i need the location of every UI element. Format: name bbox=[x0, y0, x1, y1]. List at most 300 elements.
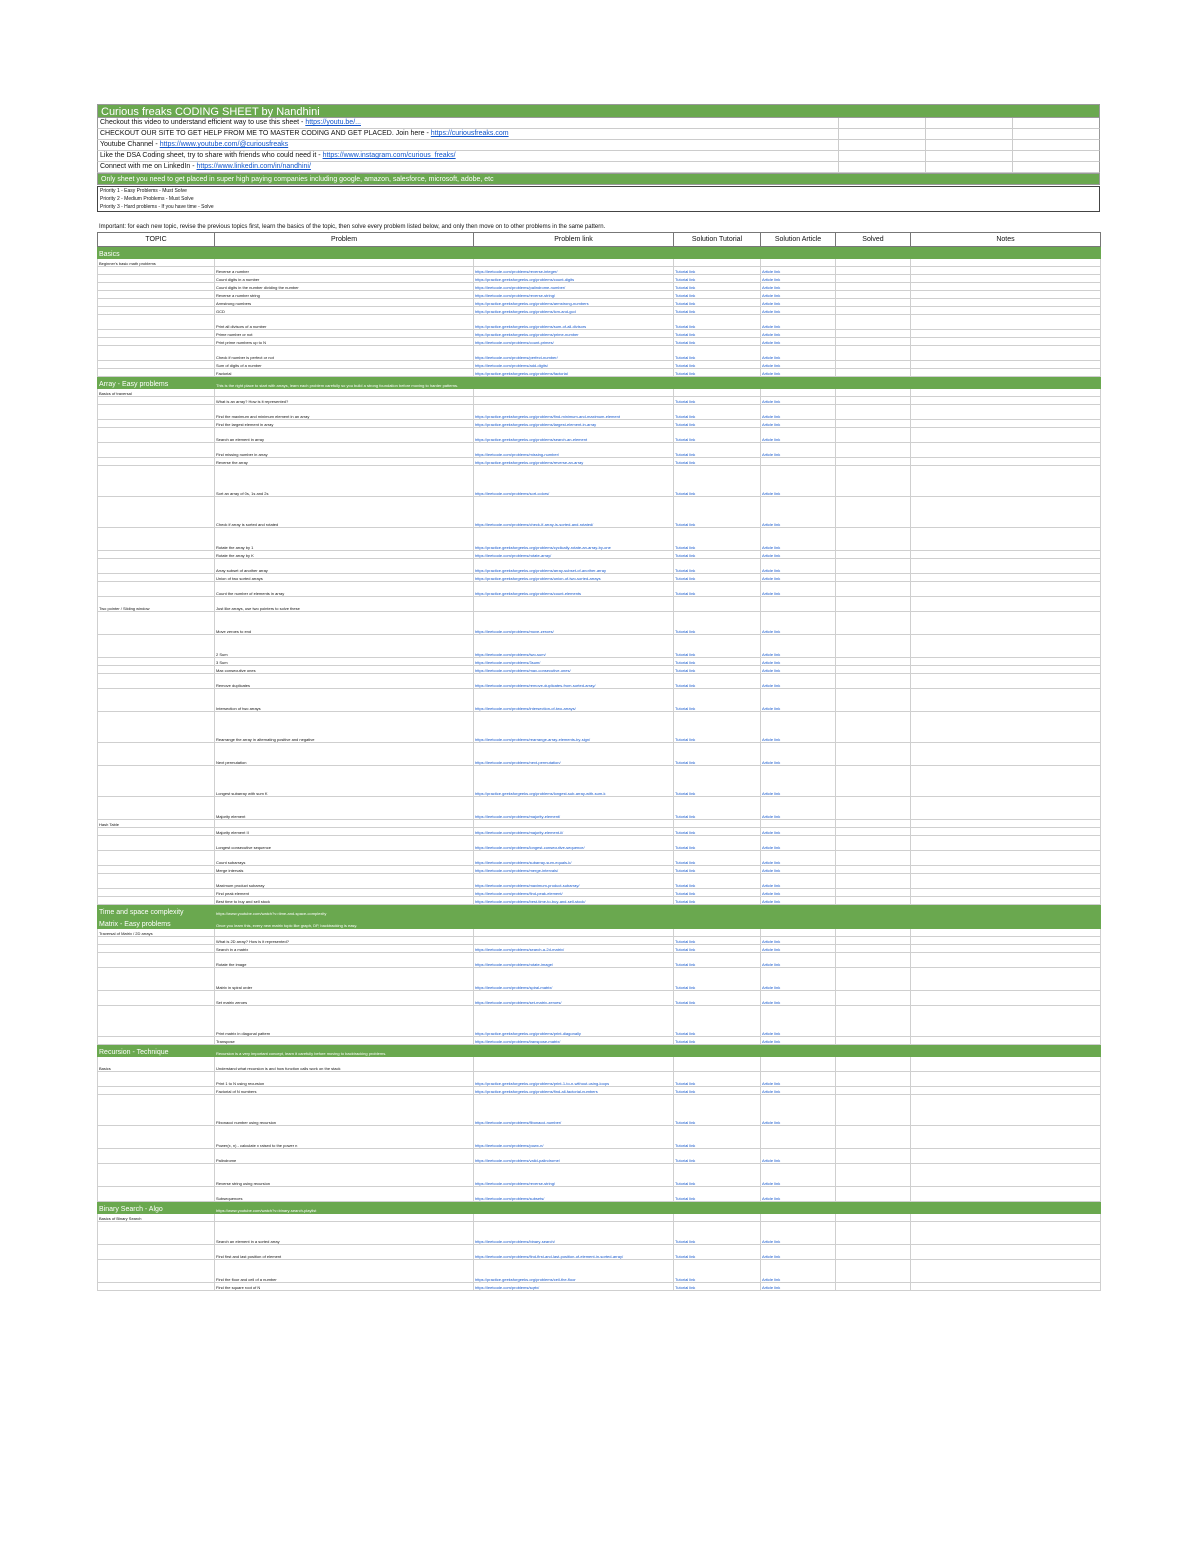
solution-tutorial-link[interactable]: Tutorial link bbox=[674, 866, 761, 874]
solution-tutorial-link[interactable]: Tutorial link bbox=[674, 1095, 761, 1126]
notes-cell[interactable] bbox=[911, 259, 1101, 267]
solution-tutorial-link[interactable]: Tutorial link bbox=[674, 466, 761, 497]
solution-article-link[interactable]: Article link bbox=[761, 1283, 836, 1291]
solved-cell[interactable] bbox=[836, 945, 911, 953]
solution-article-link[interactable]: Article link bbox=[761, 1245, 836, 1260]
solution-article-link[interactable]: Article link bbox=[761, 428, 836, 443]
problem-link[interactable]: https://leetcode.com/problems/rotate-array/ bbox=[474, 551, 674, 559]
solution-tutorial-link[interactable]: Tutorial link bbox=[674, 897, 761, 905]
solution-article-link[interactable]: Article link bbox=[761, 299, 836, 307]
solved-cell[interactable] bbox=[836, 361, 911, 369]
solution-article-link[interactable]: Article link bbox=[761, 1006, 836, 1037]
solved-cell[interactable] bbox=[836, 466, 911, 497]
solution-tutorial-link[interactable]: Tutorial link bbox=[674, 889, 761, 897]
solved-cell[interactable] bbox=[836, 1222, 911, 1245]
solution-tutorial-link[interactable]: Tutorial link bbox=[674, 528, 761, 551]
notes-cell[interactable] bbox=[911, 559, 1101, 574]
solution-tutorial-link[interactable]: Tutorial link bbox=[674, 689, 761, 712]
solved-cell[interactable] bbox=[836, 1006, 911, 1037]
problem-link[interactable]: https://leetcode.com/problems/missing-number/ bbox=[474, 443, 674, 458]
solution-tutorial-link[interactable]: Tutorial link bbox=[674, 743, 761, 766]
solved-cell[interactable] bbox=[836, 1149, 911, 1164]
notes-cell[interactable] bbox=[911, 1214, 1101, 1222]
notes-cell[interactable] bbox=[911, 1283, 1101, 1291]
problem-link[interactable]: https://leetcode.com/problems/best-time-to-buy-and-sell-stock/ bbox=[474, 897, 674, 905]
notes-cell[interactable] bbox=[911, 1095, 1101, 1126]
notes-cell[interactable] bbox=[911, 267, 1101, 275]
solved-cell[interactable] bbox=[836, 528, 911, 551]
notes-cell[interactable] bbox=[911, 612, 1101, 635]
solved-cell[interactable] bbox=[836, 1260, 911, 1283]
solution-tutorial-link[interactable]: Tutorial link bbox=[674, 420, 761, 428]
notes-cell[interactable] bbox=[911, 597, 1101, 612]
problem-link[interactable]: https://leetcode.com/problems/intersection-of-two-arrays/ bbox=[474, 689, 674, 712]
info-line-link[interactable]: https://curiousfreaks.com bbox=[430, 130, 509, 137]
solved-cell[interactable] bbox=[836, 291, 911, 299]
problem-link[interactable]: https://leetcode.com/problems/rearrange-array-elements-by-sign/ bbox=[474, 712, 674, 743]
problem-link[interactable]: https://leetcode.com/problems/subarray-sum-equals-k/ bbox=[474, 851, 674, 866]
solved-cell[interactable] bbox=[836, 1187, 911, 1202]
problem-link[interactable]: https://practice.geeksforgeeks.org/problems/count-elements bbox=[474, 582, 674, 597]
problem-link[interactable]: https://leetcode.com/problems/valid-palindrome/ bbox=[474, 1149, 674, 1164]
notes-cell[interactable] bbox=[911, 666, 1101, 674]
solution-tutorial-link[interactable]: Tutorial link bbox=[674, 666, 761, 674]
solved-cell[interactable] bbox=[836, 389, 911, 397]
problem-link[interactable]: https://leetcode.com/problems/reverse-string/ bbox=[474, 291, 674, 299]
solution-tutorial-link[interactable]: Tutorial link bbox=[674, 283, 761, 291]
solved-cell[interactable] bbox=[836, 1087, 911, 1095]
problem-link[interactable]: https://leetcode.com/problems/3sum/ bbox=[474, 658, 674, 666]
solution-tutorial-link[interactable]: Tutorial link bbox=[674, 346, 761, 361]
solution-tutorial-link[interactable]: Tutorial link bbox=[674, 797, 761, 820]
notes-cell[interactable] bbox=[911, 443, 1101, 458]
solution-tutorial-link[interactable]: Tutorial link bbox=[674, 338, 761, 346]
solved-cell[interactable] bbox=[836, 259, 911, 267]
solution-article-link[interactable]: Article link bbox=[761, 291, 836, 299]
problem-link[interactable]: https://leetcode.com/problems/move-zeroes/ bbox=[474, 612, 674, 635]
solution-tutorial-link[interactable]: Tutorial link bbox=[674, 428, 761, 443]
solved-cell[interactable] bbox=[836, 712, 911, 743]
solved-cell[interactable] bbox=[836, 315, 911, 330]
solution-tutorial-link[interactable]: Tutorial link bbox=[674, 330, 761, 338]
solved-cell[interactable] bbox=[836, 420, 911, 428]
solution-tutorial-link[interactable]: Tutorial link bbox=[674, 1245, 761, 1260]
solution-tutorial-link[interactable]: Tutorial link bbox=[674, 1283, 761, 1291]
solved-cell[interactable] bbox=[836, 820, 911, 828]
solved-cell[interactable] bbox=[836, 674, 911, 689]
notes-cell[interactable] bbox=[911, 330, 1101, 338]
notes-cell[interactable] bbox=[911, 291, 1101, 299]
solution-tutorial-link[interactable]: Tutorial link bbox=[674, 1187, 761, 1202]
notes-cell[interactable] bbox=[911, 712, 1101, 743]
notes-cell[interactable] bbox=[911, 1126, 1101, 1149]
solution-tutorial-link[interactable]: Tutorial link bbox=[674, 953, 761, 968]
problem-link[interactable]: https://leetcode.com/problems/palindrome-number/ bbox=[474, 283, 674, 291]
problem-link[interactable]: https://leetcode.com/problems/remove-duplicates-from-sorted-array/ bbox=[474, 674, 674, 689]
solved-cell[interactable] bbox=[836, 797, 911, 820]
solution-tutorial-link[interactable]: Tutorial link bbox=[674, 1260, 761, 1283]
solution-article-link[interactable]: Article link bbox=[761, 953, 836, 968]
solution-tutorial-link[interactable]: Tutorial link bbox=[674, 1037, 761, 1045]
problem-link[interactable]: https://leetcode.com/problems/maximum-product-subarray/ bbox=[474, 874, 674, 889]
solution-tutorial-link[interactable]: Tutorial link bbox=[674, 991, 761, 1006]
solved-cell[interactable] bbox=[836, 283, 911, 291]
problem-link[interactable]: https://leetcode.com/problems/sort-colors/ bbox=[474, 466, 674, 497]
solution-tutorial-link[interactable]: Tutorial link bbox=[674, 851, 761, 866]
solved-cell[interactable] bbox=[836, 968, 911, 991]
solution-article-link[interactable]: Article link bbox=[761, 405, 836, 420]
solution-article-link[interactable]: Article link bbox=[761, 528, 836, 551]
notes-cell[interactable] bbox=[911, 1245, 1101, 1260]
problem-link[interactable]: https://leetcode.com/problems/add-digits/ bbox=[474, 361, 674, 369]
solved-cell[interactable] bbox=[836, 953, 911, 968]
notes-cell[interactable] bbox=[911, 389, 1101, 397]
solved-cell[interactable] bbox=[836, 346, 911, 361]
problem-link[interactable]: https://practice.geeksforgeeks.org/problems/sum-of-all-divisors bbox=[474, 315, 674, 330]
notes-cell[interactable] bbox=[911, 346, 1101, 361]
notes-cell[interactable] bbox=[911, 820, 1101, 828]
solution-article-link[interactable]: Article link bbox=[761, 338, 836, 346]
problem-link[interactable]: https://practice.geeksforgeeks.org/problems/print-diagonally bbox=[474, 1006, 674, 1037]
solved-cell[interactable] bbox=[836, 658, 911, 666]
solved-cell[interactable] bbox=[836, 1095, 911, 1126]
solved-cell[interactable] bbox=[836, 267, 911, 275]
notes-cell[interactable] bbox=[911, 1149, 1101, 1164]
solution-tutorial-link[interactable]: Tutorial link bbox=[674, 766, 761, 797]
solution-tutorial-link[interactable]: Tutorial link bbox=[674, 612, 761, 635]
notes-cell[interactable] bbox=[911, 945, 1101, 953]
solution-article-link[interactable]: Article link bbox=[761, 689, 836, 712]
notes-cell[interactable] bbox=[911, 953, 1101, 968]
solution-tutorial-link[interactable]: Tutorial link bbox=[674, 712, 761, 743]
solution-article-link[interactable]: Article link bbox=[761, 712, 836, 743]
problem-link[interactable]: https://leetcode.com/problems/next-permutation/ bbox=[474, 743, 674, 766]
solution-article-link[interactable]: Article link bbox=[761, 361, 836, 369]
notes-cell[interactable] bbox=[911, 582, 1101, 597]
solution-article-link[interactable]: Article link bbox=[761, 674, 836, 689]
solved-cell[interactable] bbox=[836, 1126, 911, 1149]
solution-tutorial-link[interactable]: Tutorial link bbox=[674, 1126, 761, 1149]
solution-tutorial-link[interactable]: Tutorial link bbox=[674, 945, 761, 953]
problem-link[interactable]: https://leetcode.com/problems/perfect-number/ bbox=[474, 346, 674, 361]
problem-link[interactable]: https://leetcode.com/problems/search-a-2d-matrix/ bbox=[474, 945, 674, 953]
solved-cell[interactable] bbox=[836, 443, 911, 458]
solution-tutorial-link[interactable]: Tutorial link bbox=[674, 559, 761, 574]
notes-cell[interactable] bbox=[911, 275, 1101, 283]
solution-article-link[interactable]: Article link bbox=[761, 968, 836, 991]
problem-link[interactable]: https://leetcode.com/problems/rotate-image/ bbox=[474, 953, 674, 968]
notes-cell[interactable] bbox=[911, 458, 1101, 466]
solution-tutorial-link[interactable]: Tutorial link bbox=[674, 1087, 761, 1095]
problem-link[interactable]: https://leetcode.com/problems/majority-element-ii/ bbox=[474, 828, 674, 836]
notes-cell[interactable] bbox=[911, 1037, 1101, 1045]
solved-cell[interactable] bbox=[836, 836, 911, 851]
notes-cell[interactable] bbox=[911, 428, 1101, 443]
solved-cell[interactable] bbox=[836, 330, 911, 338]
solved-cell[interactable] bbox=[836, 851, 911, 866]
solved-cell[interactable] bbox=[836, 369, 911, 377]
solution-tutorial-link[interactable]: Tutorial link bbox=[674, 674, 761, 689]
notes-cell[interactable] bbox=[911, 836, 1101, 851]
solved-cell[interactable] bbox=[836, 1214, 911, 1222]
solved-cell[interactable] bbox=[836, 497, 911, 528]
solution-tutorial-link[interactable]: Tutorial link bbox=[674, 443, 761, 458]
problem-link[interactable]: https://leetcode.com/problems/binary-search/ bbox=[474, 1222, 674, 1245]
solution-article-link[interactable]: Article link bbox=[761, 766, 836, 797]
solved-cell[interactable] bbox=[836, 1037, 911, 1045]
solved-cell[interactable] bbox=[836, 299, 911, 307]
notes-cell[interactable] bbox=[911, 307, 1101, 315]
solution-article-link[interactable]: Article link bbox=[761, 1164, 836, 1187]
notes-cell[interactable] bbox=[911, 1087, 1101, 1095]
solved-cell[interactable] bbox=[836, 866, 911, 874]
notes-cell[interactable] bbox=[911, 574, 1101, 582]
solution-article-link[interactable]: Article link bbox=[761, 397, 836, 405]
solution-tutorial-link[interactable]: Tutorial link bbox=[674, 874, 761, 889]
solution-tutorial-link[interactable]: Tutorial link bbox=[674, 405, 761, 420]
solution-article-link[interactable]: Article link bbox=[761, 874, 836, 889]
solved-cell[interactable] bbox=[836, 828, 911, 836]
problem-link[interactable]: https://leetcode.com/problems/sqrtx/ bbox=[474, 1283, 674, 1291]
problem-link[interactable]: https://leetcode.com/problems/longest-consecutive-sequence/ bbox=[474, 836, 674, 851]
solution-article-link[interactable]: Article link bbox=[761, 574, 836, 582]
notes-cell[interactable] bbox=[911, 689, 1101, 712]
solution-article-link[interactable]: Article link bbox=[761, 612, 836, 635]
info-line-link[interactable]: https://www.instagram.com/curious_freaks/ bbox=[322, 152, 456, 159]
problem-link[interactable]: https://practice.geeksforgeeks.org/problems/find-minimum-and-maximum-element bbox=[474, 405, 674, 420]
problem-link[interactable]: https://leetcode.com/problems/check-if-array-is-sorted-and-rotated/ bbox=[474, 497, 674, 528]
solution-article-link[interactable]: Article link bbox=[761, 851, 836, 866]
solution-article-link[interactable]: Article link bbox=[761, 828, 836, 836]
problem-link[interactable]: https://leetcode.com/problems/find-peak-element/ bbox=[474, 889, 674, 897]
solution-article-link[interactable]: Article link bbox=[761, 283, 836, 291]
solution-tutorial-link[interactable]: Tutorial link bbox=[674, 582, 761, 597]
solved-cell[interactable] bbox=[836, 991, 911, 1006]
problem-link[interactable]: https://practice.geeksforgeeks.org/problems/count-digits bbox=[474, 275, 674, 283]
solution-article-link[interactable]: Article link bbox=[761, 1087, 836, 1095]
solved-cell[interactable] bbox=[836, 597, 911, 612]
solution-tutorial-link[interactable]: Tutorial link bbox=[674, 828, 761, 836]
problem-link[interactable]: https://practice.geeksforgeeks.org/problems/search-an-element bbox=[474, 428, 674, 443]
solved-cell[interactable] bbox=[836, 307, 911, 315]
info-line-link[interactable]: https://www.linkedin.com/in/nandhini/ bbox=[196, 163, 311, 170]
solution-article-link[interactable]: Article link bbox=[761, 1149, 836, 1164]
solution-article-link[interactable]: Article link bbox=[761, 307, 836, 315]
solution-tutorial-link[interactable]: Tutorial link bbox=[674, 397, 761, 405]
solution-article-link[interactable]: Article link bbox=[761, 1260, 836, 1283]
notes-cell[interactable] bbox=[911, 866, 1101, 874]
problem-link[interactable]: https://leetcode.com/problems/merge-intervals/ bbox=[474, 866, 674, 874]
solution-article-link[interactable]: Article link bbox=[761, 945, 836, 953]
problem-link[interactable]: https://practice.geeksforgeeks.org/problems/factorial bbox=[474, 369, 674, 377]
solution-article-link[interactable]: Article link bbox=[761, 897, 836, 905]
solution-article-link[interactable]: Article link bbox=[761, 666, 836, 674]
problem-link[interactable]: https://leetcode.com/problems/majority-element/ bbox=[474, 797, 674, 820]
solution-tutorial-link[interactable]: Tutorial link bbox=[674, 1222, 761, 1245]
notes-cell[interactable] bbox=[911, 658, 1101, 666]
solution-article-link[interactable]: Article link bbox=[761, 1037, 836, 1045]
solved-cell[interactable] bbox=[836, 458, 911, 466]
solution-article-link[interactable]: Article link bbox=[761, 559, 836, 574]
notes-cell[interactable] bbox=[911, 405, 1101, 420]
notes-cell[interactable] bbox=[911, 369, 1101, 377]
solved-cell[interactable] bbox=[836, 428, 911, 443]
notes-cell[interactable] bbox=[911, 299, 1101, 307]
problem-link[interactable]: https://practice.geeksforgeeks.org/problems/prime-number bbox=[474, 330, 674, 338]
notes-cell[interactable] bbox=[911, 1222, 1101, 1245]
notes-cell[interactable] bbox=[911, 797, 1101, 820]
notes-cell[interactable] bbox=[911, 361, 1101, 369]
solution-tutorial-link[interactable]: Tutorial link bbox=[674, 361, 761, 369]
notes-cell[interactable] bbox=[911, 1187, 1101, 1202]
notes-cell[interactable] bbox=[911, 1164, 1101, 1187]
solved-cell[interactable] bbox=[836, 559, 911, 574]
solution-article-link[interactable]: Article link bbox=[761, 582, 836, 597]
solved-cell[interactable] bbox=[836, 405, 911, 420]
solution-article-link[interactable]: Article link bbox=[761, 369, 836, 377]
solution-tutorial-link[interactable]: Tutorial link bbox=[674, 551, 761, 559]
solution-article-link[interactable]: Article link bbox=[761, 1072, 836, 1087]
solved-cell[interactable] bbox=[836, 582, 911, 597]
solved-cell[interactable] bbox=[836, 937, 911, 945]
notes-cell[interactable] bbox=[911, 466, 1101, 497]
solution-article-link[interactable]: Article link bbox=[761, 275, 836, 283]
solved-cell[interactable] bbox=[836, 1245, 911, 1260]
solved-cell[interactable] bbox=[836, 1164, 911, 1187]
solution-tutorial-link[interactable]: Tutorial link bbox=[674, 574, 761, 582]
solution-tutorial-link[interactable]: Tutorial link bbox=[674, 658, 761, 666]
notes-cell[interactable] bbox=[911, 1006, 1101, 1037]
solution-tutorial-link[interactable]: Tutorial link bbox=[674, 299, 761, 307]
problem-link[interactable]: https://leetcode.com/problems/subsets/ bbox=[474, 1187, 674, 1202]
solution-article-link[interactable]: Article link bbox=[761, 937, 836, 945]
problem-link[interactable]: https://leetcode.com/problems/set-matrix-zeroes/ bbox=[474, 991, 674, 1006]
notes-cell[interactable] bbox=[911, 743, 1101, 766]
solution-article-link[interactable]: Article link bbox=[761, 1222, 836, 1245]
problem-link[interactable]: https://practice.geeksforgeeks.org/problems/ceil-the-floor bbox=[474, 1260, 674, 1283]
solved-cell[interactable] bbox=[836, 551, 911, 559]
notes-cell[interactable] bbox=[911, 497, 1101, 528]
notes-cell[interactable] bbox=[911, 674, 1101, 689]
solution-article-link[interactable]: Article link bbox=[761, 497, 836, 528]
problem-link[interactable]: https://leetcode.com/problems/reverse-string/ bbox=[474, 1164, 674, 1187]
solution-tutorial-link[interactable]: Tutorial link bbox=[674, 1006, 761, 1037]
notes-cell[interactable] bbox=[911, 874, 1101, 889]
solution-article-link[interactable]: Article link bbox=[761, 836, 836, 851]
solved-cell[interactable] bbox=[836, 275, 911, 283]
solved-cell[interactable] bbox=[836, 689, 911, 712]
solved-cell[interactable] bbox=[836, 1057, 911, 1072]
notes-cell[interactable] bbox=[911, 397, 1101, 405]
solution-tutorial-link[interactable]: Tutorial link bbox=[674, 836, 761, 851]
notes-cell[interactable] bbox=[911, 315, 1101, 330]
solution-article-link[interactable]: Article link bbox=[761, 889, 836, 897]
problem-link[interactable]: https://leetcode.com/problems/two-sum/ bbox=[474, 635, 674, 658]
solution-article-link[interactable]: Article link bbox=[761, 466, 836, 497]
solved-cell[interactable] bbox=[836, 889, 911, 897]
solution-tutorial-link[interactable]: Tutorial link bbox=[674, 968, 761, 991]
solution-tutorial-link[interactable]: Tutorial link bbox=[674, 291, 761, 299]
notes-cell[interactable] bbox=[911, 897, 1101, 905]
problem-link[interactable]: https://leetcode.com/problems/find-first-and-last-position-of-element-in-sorted-array/ bbox=[474, 1245, 674, 1260]
solution-tutorial-link[interactable]: Tutorial link bbox=[674, 315, 761, 330]
solved-cell[interactable] bbox=[836, 874, 911, 889]
solution-article-link[interactable]: Article link bbox=[761, 551, 836, 559]
solved-cell[interactable] bbox=[836, 1072, 911, 1087]
solution-article-link[interactable]: Article link bbox=[761, 330, 836, 338]
problem-link[interactable]: https://practice.geeksforgeeks.org/problems/array-subset-of-another-array bbox=[474, 559, 674, 574]
notes-cell[interactable] bbox=[911, 828, 1101, 836]
notes-cell[interactable] bbox=[911, 851, 1101, 866]
info-line-link[interactable]: https://youtu.be/... bbox=[305, 119, 361, 126]
solved-cell[interactable] bbox=[836, 1283, 911, 1291]
solution-article-link[interactable]: Article link bbox=[761, 267, 836, 275]
notes-cell[interactable] bbox=[911, 929, 1101, 937]
solution-article-link[interactable]: Article link bbox=[761, 635, 836, 658]
problem-link[interactable]: https://practice.geeksforgeeks.org/problems/find-all-factorial-numbers bbox=[474, 1087, 674, 1095]
solution-tutorial-link[interactable]: Tutorial link bbox=[674, 267, 761, 275]
solution-article-link[interactable]: Article link bbox=[761, 346, 836, 361]
solution-article-link[interactable]: Article link bbox=[761, 991, 836, 1006]
notes-cell[interactable] bbox=[911, 1260, 1101, 1283]
problem-link[interactable]: https://leetcode.com/problems/max-consecutive-ones/ bbox=[474, 666, 674, 674]
problem-link[interactable]: https://practice.geeksforgeeks.org/problems/largest-element-in-array bbox=[474, 420, 674, 428]
problem-link[interactable]: https://leetcode.com/problems/transpose-matrix/ bbox=[474, 1037, 674, 1045]
solved-cell[interactable] bbox=[836, 635, 911, 658]
solution-tutorial-link[interactable]: Tutorial link bbox=[674, 458, 761, 466]
solution-tutorial-link[interactable]: Tutorial link bbox=[674, 1149, 761, 1164]
solved-cell[interactable] bbox=[836, 574, 911, 582]
notes-cell[interactable] bbox=[911, 937, 1101, 945]
notes-cell[interactable] bbox=[911, 889, 1101, 897]
solution-article-link[interactable]: Article link bbox=[761, 797, 836, 820]
solution-article-link[interactable]: Article link bbox=[761, 420, 836, 428]
solution-article-link[interactable]: Article link bbox=[761, 1187, 836, 1202]
solved-cell[interactable] bbox=[836, 338, 911, 346]
solution-tutorial-link[interactable]: Tutorial link bbox=[674, 275, 761, 283]
notes-cell[interactable] bbox=[911, 991, 1101, 1006]
solved-cell[interactable] bbox=[836, 929, 911, 937]
solution-tutorial-link[interactable]: Tutorial link bbox=[674, 497, 761, 528]
solved-cell[interactable] bbox=[836, 897, 911, 905]
notes-cell[interactable] bbox=[911, 283, 1101, 291]
solution-tutorial-link[interactable]: Tutorial link bbox=[674, 937, 761, 945]
solution-article-link[interactable]: Article link bbox=[761, 658, 836, 666]
solved-cell[interactable] bbox=[836, 397, 911, 405]
solution-article-link[interactable]: Article link bbox=[761, 443, 836, 458]
solution-tutorial-link[interactable]: Tutorial link bbox=[674, 1164, 761, 1187]
solution-tutorial-link[interactable]: Tutorial link bbox=[674, 1072, 761, 1087]
solution-tutorial-link[interactable]: Tutorial link bbox=[674, 307, 761, 315]
notes-cell[interactable] bbox=[911, 420, 1101, 428]
solved-cell[interactable] bbox=[836, 743, 911, 766]
notes-cell[interactable] bbox=[911, 528, 1101, 551]
problem-link[interactable]: https://practice.geeksforgeeks.org/problems/armstrong-numbers bbox=[474, 299, 674, 307]
notes-cell[interactable] bbox=[911, 635, 1101, 658]
problem-link[interactable]: https://practice.geeksforgeeks.org/problems/longest-sub-array-with-sum-k bbox=[474, 766, 674, 797]
solution-article-link[interactable]: Article link bbox=[761, 315, 836, 330]
notes-cell[interactable] bbox=[911, 551, 1101, 559]
problem-link[interactable]: https://practice.geeksforgeeks.org/problems/cyclically-rotate-an-array-by-one bbox=[474, 528, 674, 551]
problem-link[interactable]: https://practice.geeksforgeeks.org/problems/union-of-two-sorted-arrays bbox=[474, 574, 674, 582]
info-line-link[interactable]: https://www.youtube.com/@curiousfreaks bbox=[159, 141, 289, 148]
notes-cell[interactable] bbox=[911, 338, 1101, 346]
solution-article-link[interactable]: Article link bbox=[761, 866, 836, 874]
problem-link[interactable]: https://practice.geeksforgeeks.org/problems/reverse-an-array bbox=[474, 458, 674, 466]
solution-article-link[interactable]: Article link bbox=[761, 743, 836, 766]
problem-link[interactable]: https://leetcode.com/problems/fibonacci-number/ bbox=[474, 1095, 674, 1126]
notes-cell[interactable] bbox=[911, 1072, 1101, 1087]
